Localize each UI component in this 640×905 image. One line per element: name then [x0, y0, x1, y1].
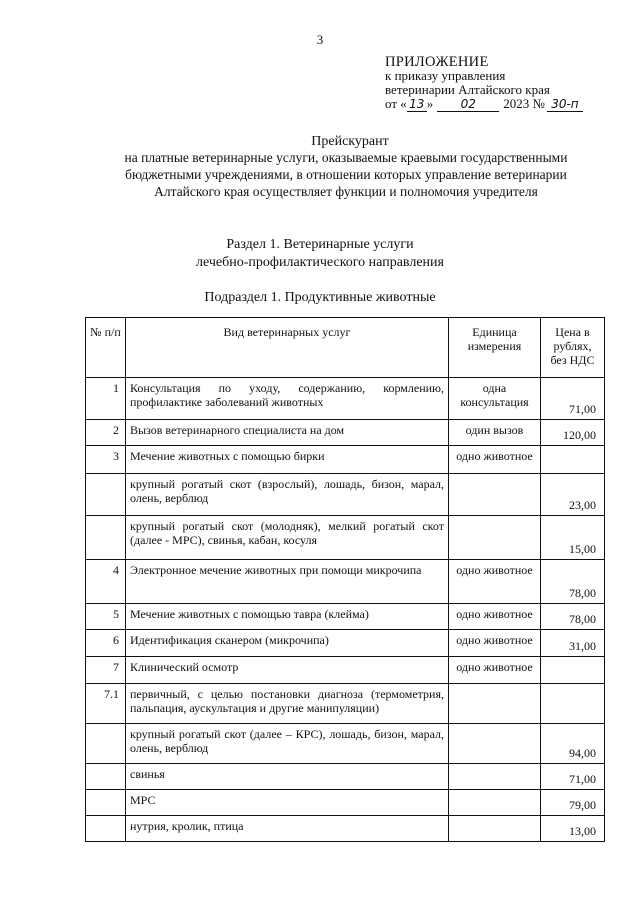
row-service: нутрия, кролик, птица [126, 816, 449, 842]
row-service: Вызов ветеринарного специалиста на дом [126, 420, 449, 446]
row-service: Клинический осмотр [126, 657, 449, 684]
row-num [86, 724, 126, 764]
order-date-prefix: от « [385, 96, 407, 111]
row-num: 5 [86, 604, 126, 630]
row-num [86, 790, 126, 816]
price-list-description: на платные ветеринарные услуги, оказываемые краевыми государственными бюджетными учреждениями, в отношении которых управление ветеринарии Алтайского края осуществляет функции и полномочия учредителя [124, 150, 568, 199]
page-number: 3 [316, 32, 324, 47]
price-table [85, 317, 605, 842]
table-row [86, 816, 605, 842]
table-row [86, 446, 605, 474]
row-price [541, 657, 605, 684]
row-price [541, 446, 605, 474]
row-price: 71,00 [541, 764, 605, 790]
table-header-row [86, 318, 605, 378]
row-service: крупный рогатый скот (взрослый), лошадь, бизон, марал, олень, верблюд [126, 474, 449, 516]
row-service: крупный рогатый скот (молодняк), мелкий рогатый скот (далее - МРС), свинья, кабан, косуля [126, 516, 449, 560]
row-num [86, 474, 126, 516]
table-row [86, 724, 605, 764]
row-unit [449, 790, 541, 816]
row-num: 1 [86, 378, 126, 420]
subsection-heading: Подраздел 1. Продуктивные животные [204, 290, 436, 305]
row-price [541, 684, 605, 724]
row-num: 4 [86, 560, 126, 604]
price-list-title: Прейскурант [311, 134, 389, 149]
appendix-line-2: ветеринарии Алтайского края [385, 82, 550, 97]
table-row [86, 420, 605, 446]
row-unit [449, 684, 541, 724]
row-price: 78,00 [541, 604, 605, 630]
row-unit [449, 474, 541, 516]
row-service: МРС [126, 790, 449, 816]
table-row [86, 516, 605, 560]
appendix-line-1: к приказу управления [385, 68, 506, 83]
row-price: 15,00 [541, 516, 605, 560]
appendix-title: ПРИЛОЖЕНИЕ [385, 54, 489, 70]
row-service: Консультация по уходу, содержанию, кормлению, профилактике заболеваний животных [126, 378, 449, 420]
header-price: Цена в рублях, без НДС [541, 318, 605, 378]
row-price: 31,00 [541, 630, 605, 657]
row-unit [449, 724, 541, 764]
row-price: 79,00 [541, 790, 605, 816]
row-price: 13,00 [541, 816, 605, 842]
order-year-label: 2023 № [503, 96, 545, 111]
row-num: 2 [86, 420, 126, 446]
row-price: 94,00 [541, 724, 605, 764]
row-unit: одно животное [449, 604, 541, 630]
table-row [86, 560, 605, 604]
row-unit: один вызов [449, 420, 541, 446]
table-row [86, 684, 605, 724]
row-price: 23,00 [541, 474, 605, 516]
row-service: крупный рогатый скот (далее – КРС), лошадь, бизон, марал, олень, верблюд [126, 724, 449, 764]
section-line-2: лечебно-профилактического направления [196, 255, 444, 270]
row-service: свинья [126, 764, 449, 790]
row-price: 120,00 [541, 420, 605, 446]
row-num [86, 764, 126, 790]
row-num: 6 [86, 630, 126, 657]
row-price: 78,00 [541, 560, 605, 604]
order-date-line [385, 97, 583, 112]
table-row [86, 630, 605, 657]
order-month: 02 [437, 98, 499, 112]
row-num [86, 516, 126, 560]
row-unit: одно животное [449, 560, 541, 604]
row-unit: одно животное [449, 446, 541, 474]
header-service: Вид ветеринарных услуг [126, 318, 449, 378]
section-line-1: Раздел 1. Ветеринарные услуги [226, 237, 414, 252]
row-unit: одно животное [449, 657, 541, 684]
row-service: Электронное мечение животных при помощи микрочипа [126, 560, 449, 604]
row-service: первичный, с целью постановки диагноза (термометрия, пальпация, аускультация и другие манипуляции) [126, 684, 449, 724]
row-unit: одна консультация [449, 378, 541, 420]
table-row [86, 790, 605, 816]
table-row [86, 604, 605, 630]
row-num: 7.1 [86, 684, 126, 724]
table-row [86, 764, 605, 790]
order-number: 30-п [547, 98, 583, 112]
row-unit [449, 816, 541, 842]
table-row [86, 474, 605, 516]
row-unit [449, 764, 541, 790]
row-service: Мечение животных с помощью тавра (клейма) [126, 604, 449, 630]
row-num: 7 [86, 657, 126, 684]
row-service: Мечение животных с помощью бирки [126, 446, 449, 474]
row-num: 3 [86, 446, 126, 474]
section-heading [0, 236, 640, 272]
order-day: 13 [407, 98, 427, 112]
header-unit: Единица измерения [449, 318, 541, 378]
row-unit: одно животное [449, 630, 541, 657]
table-row [86, 657, 605, 684]
row-unit [449, 516, 541, 560]
table-row [86, 378, 605, 420]
order-date-close-quote: » [426, 96, 434, 111]
row-price: 71,00 [541, 378, 605, 420]
header-num: № п/п [86, 318, 126, 378]
appendix-block [385, 55, 583, 112]
row-service: Идентификация сканером (микрочипа) [126, 630, 449, 657]
row-num [86, 816, 126, 842]
